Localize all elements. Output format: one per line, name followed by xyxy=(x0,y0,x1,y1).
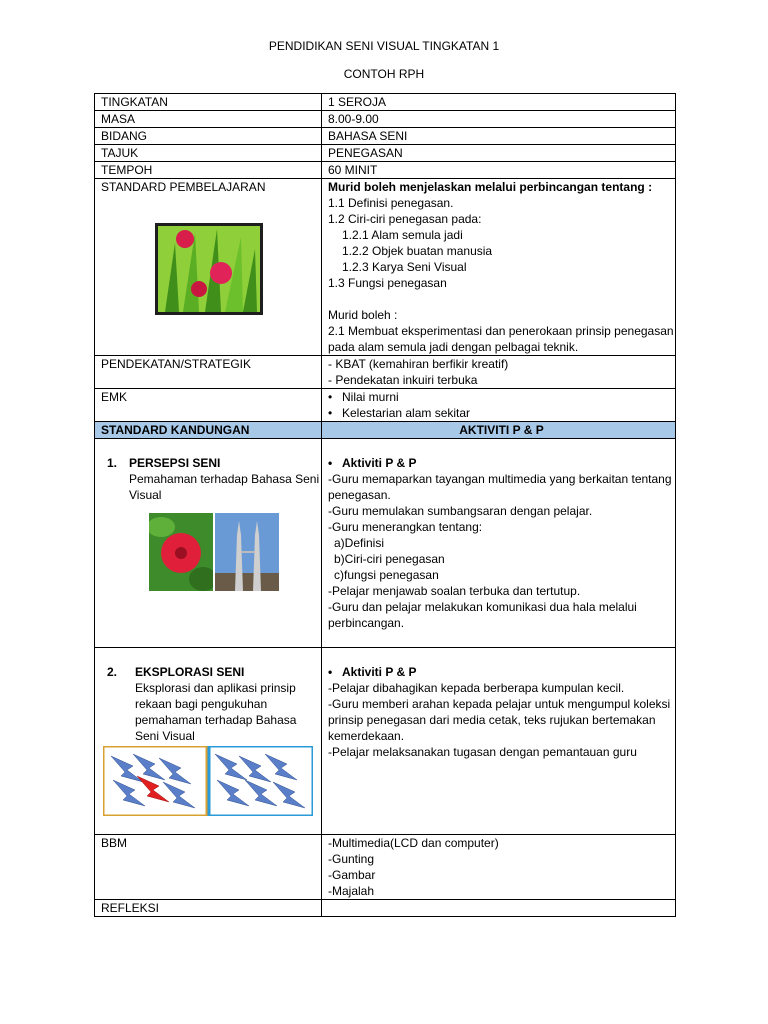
row-bbm xyxy=(95,835,676,900)
row-tingkatan xyxy=(95,94,676,111)
sp-intro: Murid boleh menjelaskan melalui perbincangan tentang : xyxy=(328,180,653,194)
sp-item-2-1: 2.1 Membuat eksperimentasi dan penerokaan prinsip penegasan pada alam semula jadi dengan pelbagai teknik. xyxy=(328,324,674,354)
row-tajuk xyxy=(95,145,676,162)
row-standard-pembelajaran xyxy=(95,179,676,356)
sp-item-1-3: 1.3 Fungsi penegasan xyxy=(328,276,447,290)
header-standard-kandungan: STANDARD KANDUNGAN xyxy=(95,422,322,439)
label-standard-pembelajaran: STANDARD PEMBELAJARAN xyxy=(101,180,266,194)
label-bidang: BIDANG xyxy=(95,128,322,145)
label-refleksi: REFLEKSI xyxy=(95,900,322,917)
arrow-collage-image xyxy=(103,746,313,816)
row-section-1 xyxy=(95,439,676,648)
value-bidang: BAHASA SENI xyxy=(322,128,676,145)
row-tempoh xyxy=(95,162,676,179)
label-emk: EMK xyxy=(95,389,322,422)
sp-subitem-3: 1.2.3 Karya Seni Visual xyxy=(342,260,467,274)
value-tajuk: PENEGASAN xyxy=(322,145,676,162)
row-section-2 xyxy=(95,648,676,835)
value-refleksi xyxy=(322,900,676,917)
section-1-activity-1: -Guru memaparkan tayangan multimedia yang berkaitan tentang penegasan. xyxy=(328,472,672,502)
label-tingkatan: TINGKATAN xyxy=(95,94,322,111)
section-1-desc: Pemahaman terhadap Bahasa Seni Visual xyxy=(129,472,320,502)
section-2-title: EKSPLORASI SENI xyxy=(135,665,245,679)
bbm-item-3: -Gambar xyxy=(328,868,376,882)
section-2-number: 2. xyxy=(107,665,118,679)
section-1-activity-7: -Pelajar menjawab soalan terbuka dan tertutup. xyxy=(328,584,581,598)
section-1-activity-title: Aktiviti P & P xyxy=(342,456,417,470)
header-aktiviti: AKTIVITI P & P xyxy=(322,422,676,439)
section-2-desc: Eksplorasi dan aplikasi prinsip rekaan bagi pengukuhan pemahaman terhadap Bahasa Seni Visual xyxy=(135,681,297,743)
row-pendekatan xyxy=(95,356,676,389)
bbm-item-1: -Multimedia(LCD dan computer) xyxy=(328,836,499,850)
bullet-icon: • xyxy=(328,406,333,420)
bullet-icon: • xyxy=(328,456,333,470)
pendekatan-item-2: - Pendekatan inkuiri terbuka xyxy=(328,373,478,387)
flower-photo xyxy=(155,223,263,315)
section-1-number: 1. xyxy=(107,456,118,470)
document-subtitle: CONTOH RPH xyxy=(343,67,425,81)
twin-towers-photo xyxy=(215,513,279,591)
rph-table xyxy=(94,93,676,917)
section-1-activity-5: b)Ciri-ciri penegasan xyxy=(334,552,445,566)
section-1-title: PERSEPSI SENI xyxy=(129,456,221,470)
label-tajuk: TAJUK xyxy=(95,145,322,162)
bbm-item-2: -Gunting xyxy=(328,852,375,866)
label-pendekatan: PENDEKATAN/STRATEGIK xyxy=(95,356,322,389)
value-tempoh: 60 MINIT xyxy=(322,162,676,179)
section-2-activity-3: -Pelajar melaksanakan tugasan dengan pemantauan guru xyxy=(328,745,637,759)
section-2-activity-title: Aktiviti P & P xyxy=(342,665,417,679)
table-header-row xyxy=(95,422,676,439)
section-2-activity-1: -Pelajar dibahagikan kepada berberapa kumpulan kecil. xyxy=(328,681,625,695)
section-1-activity-8: -Guru dan pelajar melakukan komunikasi dua hala melalui perbincangan. xyxy=(328,600,637,630)
label-bbm: BBM xyxy=(95,835,322,900)
bullet-icon: • xyxy=(328,665,333,679)
row-refleksi xyxy=(95,900,676,917)
label-tempoh: TEMPOH xyxy=(95,162,322,179)
sp-subitem-1: 1.2.1 Alam semula jadi xyxy=(342,228,463,242)
bbm-item-4: -Majalah xyxy=(328,884,375,898)
row-bidang xyxy=(95,128,676,145)
row-masa xyxy=(95,111,676,128)
document-title: PENDIDIKAN SENI VISUAL TINGKATAN 1 xyxy=(268,39,500,53)
pendekatan-item-1: - KBAT (kemahiran berfikir kreatif) xyxy=(328,357,509,371)
sp-item-1-2: 1.2 Ciri-ciri penegasan pada: xyxy=(328,212,482,226)
sp-item-1-1: 1.1 Definisi penegasan. xyxy=(328,196,454,210)
section-1-activity-4: a)Definisi xyxy=(334,536,385,550)
sp-subitem-2: 1.2.2 Objek buatan manusia xyxy=(342,244,493,258)
row-emk xyxy=(95,389,676,422)
bullet-icon: • xyxy=(328,390,333,404)
value-masa: 8.00-9.00 xyxy=(322,111,676,128)
section-1-activity-6: c)fungsi penegasan xyxy=(334,568,439,582)
value-tingkatan: 1 SEROJA xyxy=(322,94,676,111)
sp-murid-boleh: Murid boleh : xyxy=(328,308,398,322)
label-masa: MASA xyxy=(95,111,322,128)
emk-item-1: Nilai murni xyxy=(342,390,399,404)
section-1-activity-3: -Guru menerangkan tentang: xyxy=(328,520,483,534)
hibiscus-photo xyxy=(149,513,213,591)
section-1-activity-2: -Guru memulakan sumbangsaran dengan pelajar. xyxy=(328,504,593,518)
section-2-activity-2: -Guru memberi arahan kepada pelajar untuk mengumpul koleksi prinsip penegasan dari media cetak, teks rujukan bertemakan kemerdekaan. xyxy=(328,697,671,743)
emk-item-2: Kelestarian alam sekitar xyxy=(342,406,471,420)
